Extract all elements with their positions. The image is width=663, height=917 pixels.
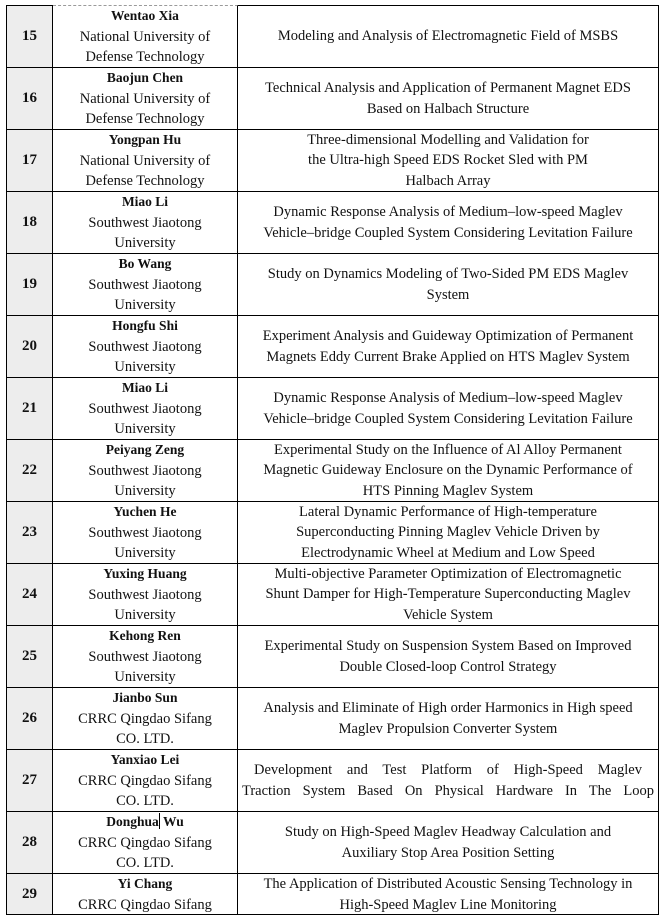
paper-title-cell[interactable] xyxy=(238,812,658,873)
paper-title-line: Vehicle–bridge Coupled System Considering Levitation Failure xyxy=(263,410,633,427)
paper-title-line: Multi-objective Parameter Optimization of Electromagnetic xyxy=(274,565,622,582)
table-row xyxy=(7,625,658,687)
author-affiliation-line: Defense Technology xyxy=(85,49,205,65)
paper-title-line: Based on Halbach Structure xyxy=(366,100,530,117)
author-affiliation-line: University xyxy=(114,607,176,623)
paper-title-line: Double Closed-loop Control Strategy xyxy=(339,658,557,675)
author-affiliation-line: CRRC Qingdao Sifang xyxy=(78,710,212,727)
author-name: Miao Li xyxy=(121,380,169,395)
author-affiliation-line: Southwest Jiaotong xyxy=(88,524,202,541)
author-cell[interactable] xyxy=(53,502,238,563)
author-name-part: Donghua xyxy=(106,814,159,829)
paper-title-line: Study on Dynamics Modeling of Two-Sided PM EDS Maglev xyxy=(267,266,629,282)
author-cell[interactable] xyxy=(53,750,238,811)
paper-number-cell: 24 xyxy=(7,564,53,625)
paper-title-line: Electrodynamic Wheel at Medium and Low Speed xyxy=(301,544,595,561)
author-cell[interactable] xyxy=(53,68,238,129)
table-row xyxy=(7,439,658,501)
author-affiliation-line: CRRC Qingdao Sifang xyxy=(78,896,212,913)
author-affiliation-line: Southwest Jiaotong xyxy=(88,338,202,355)
author-affiliation-line: CRRC Qingdao Sifang xyxy=(78,834,212,851)
paper-title-line: Dynamic Response Analysis of Medium–low-speed Maglev xyxy=(273,390,623,406)
author-affiliation-line: University xyxy=(114,421,176,437)
paper-title-line: Three-dimensional Modelling and Validation for xyxy=(307,131,589,148)
paper-number-cell: 21 xyxy=(7,378,53,439)
author-affiliation-line: CO. LTD. xyxy=(116,793,174,809)
paper-title-cell[interactable] xyxy=(238,5,658,67)
paper-title-cell[interactable] xyxy=(238,378,658,439)
table-row xyxy=(7,67,658,129)
author-cell[interactable] xyxy=(53,874,238,914)
paper-number-cell: 26 xyxy=(7,688,53,749)
table-row xyxy=(7,5,658,67)
author-name: Kehong Ren xyxy=(109,628,181,643)
table-row xyxy=(7,377,658,439)
paper-title-line: HTS Pinning Maglev System xyxy=(362,482,534,499)
table-row xyxy=(7,129,658,191)
author-affiliation-line: CRRC Qingdao Sifang xyxy=(78,772,212,789)
paper-title-line: Traction System Based On Physical Hardware In The Loop xyxy=(242,782,654,799)
paper-title-line: Development and Test Platform of High-Speed Maglev xyxy=(254,762,642,778)
author-affiliation-line: University xyxy=(114,235,176,251)
paper-number-cell: 27 xyxy=(7,750,53,811)
paper-number-cell: 16 xyxy=(7,68,53,129)
author-cell[interactable] xyxy=(53,254,238,315)
author-cell[interactable] xyxy=(53,688,238,749)
table-row xyxy=(7,563,658,625)
paper-number-cell: 29 xyxy=(7,874,53,914)
author-name-part: Wu xyxy=(159,814,184,829)
author-cell[interactable] xyxy=(53,5,238,67)
paper-title-cell[interactable] xyxy=(238,316,658,377)
paper-number-cell: 15 xyxy=(7,5,53,67)
paper-title-line: Technical Analysis and Application of Permanent Magnet EDS xyxy=(265,80,631,96)
paper-number-cell: 22 xyxy=(7,440,53,501)
paper-number-cell: 18 xyxy=(7,192,53,253)
paper-schedule-table xyxy=(6,5,659,915)
paper-title-cell[interactable] xyxy=(238,440,658,501)
paper-title-line: Lateral Dynamic Performance of High-temperature xyxy=(299,503,597,520)
paper-title-cell[interactable] xyxy=(238,626,658,687)
author-name: Yi Chang xyxy=(117,876,173,891)
author-name: Peiyang Zeng xyxy=(105,442,185,457)
paper-title-line: Experiment Analysis and Guideway Optimization of Permanent xyxy=(262,328,634,344)
author-affiliation-line: University xyxy=(114,297,176,313)
author-name: Miao Li xyxy=(121,194,169,209)
paper-number-cell: 19 xyxy=(7,254,53,315)
paper-title-line: the Ultra-high Speed EDS Rocket Sled with PM xyxy=(308,152,588,169)
author-cell[interactable] xyxy=(53,812,238,873)
author-affiliation-line: National University of xyxy=(79,90,211,107)
paper-title-cell[interactable] xyxy=(238,192,658,253)
author-cell[interactable] xyxy=(53,378,238,439)
author-affiliation-line: National University of xyxy=(79,152,211,169)
author-name: Yuxing Huang xyxy=(103,566,187,581)
paper-number-cell: 23 xyxy=(7,502,53,563)
paper-title-cell[interactable] xyxy=(238,130,658,191)
table-row xyxy=(7,687,658,749)
paper-title-line: Shunt Damper for High-Temperature Superconducting Maglev xyxy=(265,586,631,603)
paper-title-line: Vehicle System xyxy=(403,606,493,623)
author-affiliation-line: University xyxy=(114,669,176,685)
author-name: Wentao Xia xyxy=(111,8,179,23)
author-name: Yanxiao Lei xyxy=(110,752,180,767)
author-name xyxy=(106,812,183,833)
paper-title-line: High-Speed Maglev Line Monitoring xyxy=(339,896,557,913)
author-affiliation-line: Defense Technology xyxy=(85,111,205,127)
author-cell[interactable] xyxy=(53,316,238,377)
author-name: Bo Wang xyxy=(118,256,172,271)
paper-title-line: Experimental Study on Suspension System Based on Improved xyxy=(264,638,632,654)
author-name: Jianbo Sun xyxy=(112,690,178,705)
author-affiliation-line: Southwest Jiaotong xyxy=(88,648,202,665)
paper-title-cell[interactable] xyxy=(238,502,658,563)
author-affiliation-line: University xyxy=(114,359,176,375)
author-name: Yuchen He xyxy=(113,504,177,519)
paper-title-cell[interactable] xyxy=(238,750,658,811)
author-affiliation-line: Defense Technology xyxy=(85,173,205,189)
author-affiliation-line: CO. LTD. xyxy=(116,855,174,871)
paper-title-cell[interactable] xyxy=(238,68,658,129)
paper-title-line: Study on High-Speed Maglev Headway Calculation and xyxy=(284,824,612,840)
author-affiliation-line: Southwest Jiaotong xyxy=(88,586,202,603)
paper-number-cell: 20 xyxy=(7,316,53,377)
table-row xyxy=(7,191,658,253)
paper-number-cell: 28 xyxy=(7,812,53,873)
author-affiliation-line: Southwest Jiaotong xyxy=(88,400,202,417)
paper-title-line: Magnetic Guideway Enclosure on the Dynamic Performance of xyxy=(263,462,633,479)
author-cell[interactable] xyxy=(53,440,238,501)
paper-number-cell: 17 xyxy=(7,130,53,191)
author-name: Hongfu Shi xyxy=(112,318,178,333)
paper-number-cell: 25 xyxy=(7,626,53,687)
author-cell[interactable] xyxy=(53,564,238,625)
author-cell[interactable] xyxy=(53,192,238,253)
author-affiliation-line: Southwest Jiaotong xyxy=(88,462,202,479)
table-row xyxy=(7,501,658,563)
table-row xyxy=(7,253,658,315)
author-affiliation-line: CO. LTD. xyxy=(116,731,174,747)
author-affiliation-line: University xyxy=(114,545,176,561)
author-affiliation-line: University xyxy=(114,483,176,499)
author-name: Baojun Chen xyxy=(106,70,184,85)
paper-title-line: Analysis and Eliminate of High order Harmonics in High speed xyxy=(263,700,633,716)
author-affiliation-line: National University of xyxy=(79,28,211,45)
author-affiliation-line: Southwest Jiaotong xyxy=(88,276,202,293)
table-row xyxy=(7,873,658,914)
author-affiliation-line: Southwest Jiaotong xyxy=(88,214,202,231)
author-name: Yongpan Hu xyxy=(108,132,182,147)
paper-title-line: Experimental Study on the Influence of Al Alloy Permanent xyxy=(274,441,622,458)
paper-title-cell[interactable] xyxy=(238,564,658,625)
paper-title-line: Superconducting Pinning Maglev Vehicle Driven by xyxy=(296,524,600,541)
author-cell[interactable] xyxy=(53,626,238,687)
paper-title-cell[interactable] xyxy=(238,688,658,749)
table-row xyxy=(7,315,658,377)
paper-title-line: Maglev Propulsion Converter System xyxy=(338,720,558,737)
paper-title-cell[interactable] xyxy=(238,874,658,914)
paper-title-line: Dynamic Response Analysis of Medium–low-speed Maglev xyxy=(273,204,623,220)
table-row xyxy=(7,749,658,811)
paper-title-line: Halbach Array xyxy=(405,172,491,189)
paper-title-line: System xyxy=(426,286,470,303)
paper-title-line: The Application of Distributed Acoustic Sensing Technology in xyxy=(263,876,633,892)
paper-title-line: Modeling and Analysis of Electromagnetic Field of MSBS xyxy=(277,28,619,45)
author-cell[interactable] xyxy=(53,130,238,191)
paper-title-line: Magnets Eddy Current Brake Applied on HTS Maglev System xyxy=(266,348,630,365)
paper-title-line: Vehicle–bridge Coupled System Considering Levitation Failure xyxy=(263,224,633,241)
paper-title-line: Auxiliary Stop Area Position Setting xyxy=(341,844,555,861)
paper-title-cell[interactable] xyxy=(238,254,658,315)
table-row xyxy=(7,811,658,873)
